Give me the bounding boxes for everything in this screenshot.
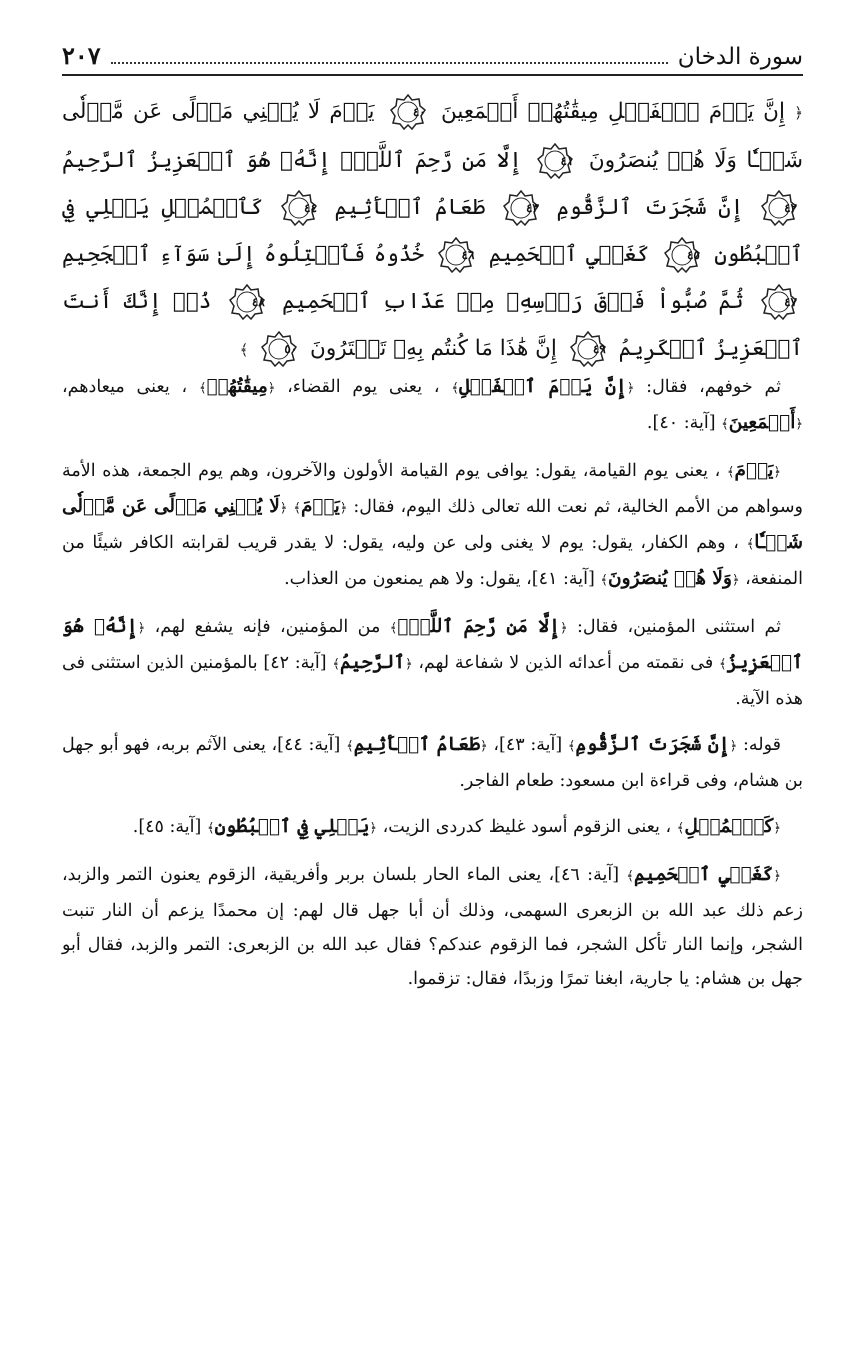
ornate-bracket-open: ﴿ xyxy=(794,104,803,122)
quote-open-mark: ﴿ xyxy=(795,417,803,432)
commentary-text: قوله: xyxy=(742,735,781,755)
quote-close-mark: ﴾ xyxy=(451,381,459,396)
quran-quote: إِلَّا مَن رَّحِمَ ٱللَّهُۚ xyxy=(397,616,560,637)
ayah-number-41: ٤١ xyxy=(560,154,574,168)
quote-close-mark: ﴾ xyxy=(600,573,609,588)
quote-close-mark: ﴾ xyxy=(332,657,340,672)
quote-close-mark: ﴾ xyxy=(206,821,215,836)
commentary-text: [آية: ٤١]، يقول: ولا هم يمنعون من العذاب. xyxy=(284,569,595,589)
quote-open-mark: ﴿ xyxy=(137,621,146,636)
ayah-marker-icon-47 xyxy=(761,284,797,320)
commentary-paragraph-6 xyxy=(62,858,803,996)
ayah-number-48: ٤٨ xyxy=(251,295,265,309)
quote-open-mark: ﴿ xyxy=(267,381,276,396)
ayah-marker-icon-44 xyxy=(281,190,317,226)
verse-reference: [آية: ٤٥]. xyxy=(132,817,202,837)
quote-close-mark: ﴾ xyxy=(346,739,354,754)
commentary-paragraph-4 xyxy=(62,728,803,798)
verse-text-44: طَعَامُ ٱلۡأَثِيمِ xyxy=(334,195,486,220)
quran-quote: مِيقَٰتُهُمۡ xyxy=(206,376,268,397)
quote-open-mark: ﴿ xyxy=(626,381,635,396)
page-number: ٢٠٧ xyxy=(62,41,101,70)
verse-text-50: إِنَّ هَٰذَا مَا كُنتُم بِهِۦ تَمۡتَرُونَ xyxy=(310,336,557,361)
quote-close-mark: ﴾ xyxy=(293,501,301,516)
ayah-number-50: ٥٠ xyxy=(284,342,298,356)
quote-close-mark: ﴾ xyxy=(746,537,755,552)
verse-text-45: كَٱلۡمُهۡلِ يَغۡلِي فِي ٱلۡبُطُونِ xyxy=(62,195,803,267)
quote-close-mark: ﴾ xyxy=(676,821,685,836)
quote-open-mark: ﴿ xyxy=(729,739,738,754)
quran-quote: يَوۡمَ xyxy=(734,460,774,481)
quote-close-mark: ﴾ xyxy=(198,381,207,396)
commentary-paragraph-3 xyxy=(62,610,803,716)
ayah-number-47: ٤٧ xyxy=(784,295,797,309)
verse-text-47: خُذُوهُ فَٱعۡتِلُوهُ إِلَىٰ سَوَآءِ ٱلۡجَحِيمِ xyxy=(62,242,425,267)
quote-close-mark: ﴾ xyxy=(567,739,576,754)
ayah-marker-icon-42 xyxy=(761,190,797,226)
quran-quote: وَلَا هُمۡ يُنصَرُونَ xyxy=(608,568,732,589)
quran-quote: كَٱلۡمُهۡلِ xyxy=(684,816,774,837)
verse-reference: [آية: ٤٣]، xyxy=(493,735,563,755)
verse-text-48: ثُمَّ صُبُّواْ فَوۡقَ رَأۡسِهِۦ مِنۡ عَذَابِ ٱلۡحَمِيمِ xyxy=(282,289,744,314)
quote-close-mark: ﴾ xyxy=(721,417,729,432)
quran-quote: يَغۡلِي فِي ٱلۡبُطُونِ xyxy=(214,816,370,837)
quran-quote: ٱلرَّحِيمُ xyxy=(339,652,406,673)
ayah-marker-icon-41 xyxy=(537,143,573,179)
commentary-text: ، يعنى يوم القيامة، يقول: يوافى يوم القيامة الأولون والآخرون، وهم يوم الجمعة، هذه الأمة وسواهم من الأمم الخالية، ثم نعت الله تعالى ذلك اليوم، فقال: xyxy=(62,461,803,517)
quote-open-mark: ﴿ xyxy=(773,869,781,884)
quote-open-mark: ﴿ xyxy=(731,573,740,588)
quote-close-mark: ﴾ xyxy=(389,621,398,636)
ayah-number-45: ٤٥ xyxy=(686,248,700,262)
commentary-paragraph-2 xyxy=(62,454,803,598)
ayah-marker-icon-40 xyxy=(390,94,426,130)
ayah-number-42: ٤٢ xyxy=(784,201,797,215)
ayah-marker-icon-45 xyxy=(664,237,700,273)
surah-title: سورة الدخان xyxy=(677,44,803,70)
quote-open-mark: ﴿ xyxy=(279,501,288,516)
quote-open-mark: ﴿ xyxy=(559,621,568,636)
commentary-text: ، يعنى الزقوم أسود غليظ كدردى الزيت، xyxy=(382,817,672,837)
ayah-marker-icon-48 xyxy=(229,284,265,320)
header-dot-leader xyxy=(111,62,668,64)
ayah-number-40: ٤٠ xyxy=(412,105,426,119)
quran-quote: يَوۡمَ xyxy=(300,496,340,517)
ayah-number-46: ٤٦ xyxy=(461,248,475,262)
quote-open-mark: ﴿ xyxy=(480,739,488,754)
quote-close-mark: ﴾ xyxy=(718,657,727,672)
ayah-marker-icon-49 xyxy=(570,331,606,367)
commentary-text: [آية: ٤٤]، يعنى الآثم بربه، فهو أبو جهل بن هشام، وفى قراءة ابن مسعود: طعام الفاجر. xyxy=(62,735,803,791)
quran-quote: إِنَّ شَجَرَتَ ٱلزَّقُّومِ xyxy=(575,734,730,755)
verse-text-41: يَوۡمَ لَا يُغۡنِي مَوۡلًى عَن مَّوۡلٗى شَيۡـٔٗا وَلَا هُمۡ يُنصَرُونَ xyxy=(62,99,803,173)
quote-close-mark: ﴾ xyxy=(626,869,635,884)
quote-open-mark: ﴿ xyxy=(773,821,781,836)
commentary-text: من المؤمنين، فإنه يشفع لهم، xyxy=(154,617,381,637)
quran-verses-block xyxy=(62,88,803,374)
commentary-text: ، يعنى ميعادهم، xyxy=(62,377,188,397)
verse-text-46: كَغَلۡيِ ٱلۡحَمِيمِ xyxy=(488,242,650,267)
ayah-number-44: ٤٤ xyxy=(304,201,317,215)
quran-quote: طَعَامُ ٱلۡأَثِيمِ xyxy=(353,734,481,755)
ornate-bracket-close: ﴾ xyxy=(239,341,249,359)
ayah-number-49: ٤٩ xyxy=(592,342,606,356)
commentary-text: [آية: ٤٢] بالمؤمنين الذين استثنى فى هذه الآية. xyxy=(62,653,803,709)
ayah-marker-icon-50 xyxy=(261,331,297,367)
page-header xyxy=(62,34,803,76)
tafsir-commentary xyxy=(62,370,803,1008)
quran-quote: أَجۡمَعِينَ xyxy=(728,412,796,433)
quran-quote: إِنَّهُۥ هُوَ ٱلۡعَزِيزُ xyxy=(62,616,803,673)
verse-text-49: ذُقۡ إِنَّكَ أَنتَ ٱلۡعَزِيزُ ٱلۡكَرِيمُ xyxy=(62,289,803,361)
commentary-text: فى نقمته من أعدائه الذين لا شفاعة لهم، xyxy=(418,653,714,673)
commentary-text: ثم خوفهم، فقال: xyxy=(646,377,781,397)
commentary-paragraph-1 xyxy=(62,370,803,442)
commentary-text: ثم استثنى المؤمنين، فقال: xyxy=(576,617,781,637)
ayah-marker-icon-46 xyxy=(438,237,474,273)
verse-reference: [آية: ٤٠]. xyxy=(646,413,716,433)
commentary-text: [آية: ٤٦]، يعنى الماء الحار بلسان بربر وأفريقية، الزقوم يعنون التمر والزبد، زعم ذلك عبد الله بن الزبعرى السهمى، وذلك أن أبا جهل قال لهم: إن محمدًا يزعم أن النار تنبت الشجر، وإنما النار تأكل الشجر، فما الزقوم عندكم؟ فقال عبد الله بن الزبعرى: التمر والزبد، فقال أبو جهل بن هشام: يا جارية، ابغنا تمرًا وزبدًا، فقال: تزقموا. xyxy=(62,865,803,989)
quote-open-mark: ﴿ xyxy=(369,821,378,836)
verse-text-43: إِنَّ شَجَرَتَ ٱلزَّقُّومِ xyxy=(556,195,744,220)
quran-quote: إِنَّ يَوۡمَ ٱلۡفَصۡلِ xyxy=(458,376,627,397)
verse-text-42: إِلَّا مَن رَّحِمَ ٱللَّهُۚ إِنَّهُۥ هُوَ ٱلۡعَزِيزُ ٱلرَّحِيمُ xyxy=(62,148,522,173)
ayah-marker-icon-43 xyxy=(503,190,539,226)
commentary-text: ، وهم الكفار، يقول: يوم لا يغنى ولى عن وليه، يقول: لا يقدر قريب لقرابته الكافر شيئًا من المنفعة، xyxy=(62,533,803,589)
quote-open-mark: ﴿ xyxy=(405,657,413,672)
verse-text-40: إِنَّ يَوۡمَ ٱلۡفَصۡلِ مِيقَٰتُهُمۡ أَجۡمَعِينَ xyxy=(440,99,785,124)
commentary-paragraph-5 xyxy=(62,810,803,846)
quote-open-mark: ﴿ xyxy=(339,501,348,516)
quote-open-mark: ﴿ xyxy=(773,465,781,480)
quran-quote: كَغَلۡيِ ٱلۡحَمِيمِ xyxy=(634,864,774,885)
ayah-number-43: ٤٣ xyxy=(525,201,539,215)
quote-close-mark: ﴾ xyxy=(726,465,735,480)
quran-quote: لَا يُغۡنِي مَوۡلًى عَن مَّوۡلٗى شَيۡـٔٗا xyxy=(62,496,803,553)
commentary-text: ، يعنى يوم القضاء، xyxy=(287,377,440,397)
